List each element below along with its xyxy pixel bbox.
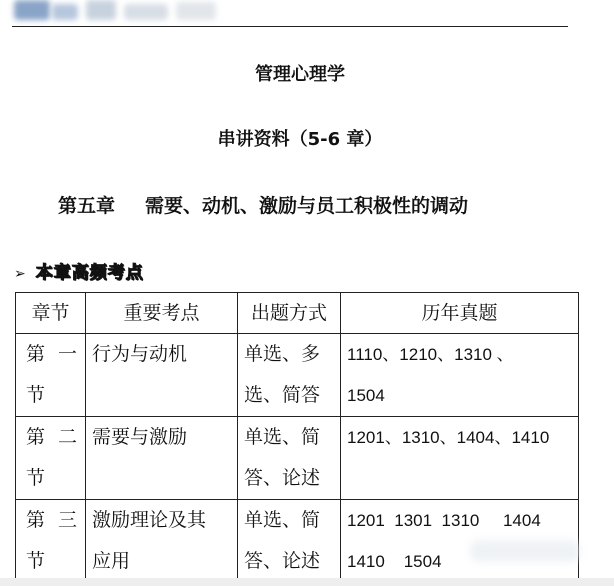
key-point-cell: 激励理论及其 应用	[86, 500, 238, 583]
column-header-chapter: 章节	[16, 293, 86, 334]
column-header-past-exams: 历年真题	[341, 293, 579, 334]
column-header-question-format: 出题方式	[238, 293, 341, 334]
section-label	[14, 258, 144, 283]
chapter-title: 需要、动机、激励与员工积极性的调动	[145, 195, 469, 217]
arrow-bullet-icon: ➢	[14, 266, 26, 282]
table-header-row	[16, 293, 579, 334]
past-exams-cell: 1201、1310、1404、1410	[341, 417, 579, 500]
chapter-cell: 第 三 节	[16, 500, 86, 583]
chapter-heading	[58, 191, 468, 218]
question-format-cell: 单选、简 答、论述	[238, 417, 341, 500]
column-header-key-point: 重要考点	[86, 293, 238, 334]
header-logo	[0, 0, 230, 26]
question-format-cell: 单选、多 选、简答	[238, 334, 341, 417]
chapter-cell: 第 一 节	[16, 334, 86, 417]
document-subtitle: 串讲资料（5-6 章）	[217, 129, 383, 150]
watermark	[470, 540, 580, 562]
key-point-cell: 需要与激励	[86, 417, 238, 500]
past-exams-cell: 1110、1210、1310 、 1504	[341, 334, 579, 417]
past-exams-cell: 1201 1301 1310 1404 1410 1504	[341, 500, 579, 583]
header-rule	[12, 26, 568, 27]
chapter-cell: 第 二 节	[16, 417, 86, 500]
document-title: 管理心理学	[255, 64, 345, 85]
key-point-cell: 行为与动机	[86, 334, 238, 417]
chapter-number: 第五章	[58, 195, 116, 217]
section-label-text: 本章高频考点	[35, 263, 144, 283]
table-row	[16, 334, 579, 417]
question-format-cell: 单选、简 答、论述	[238, 500, 341, 583]
page-bottom-edge	[0, 578, 614, 586]
table-row	[16, 417, 579, 500]
